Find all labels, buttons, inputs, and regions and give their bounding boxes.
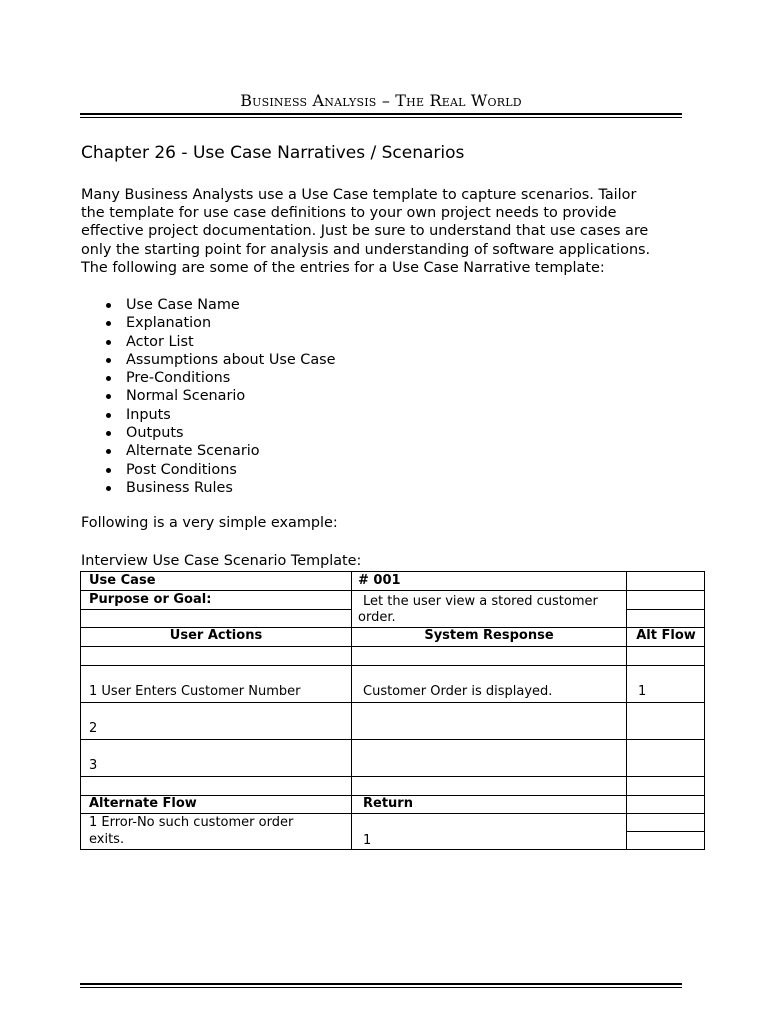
intro-line: only the starting point for analysis and understanding of software applications. [81,241,651,258]
alt-flow-header: Alt Flow [636,628,696,643]
list-item-label: Outputs [126,425,184,442]
running-header: Business Analysis – The Real World [240,91,522,110]
list-item-label: Actor List [126,333,194,350]
template-entries-list [81,296,336,497]
footer-rule [80,983,682,988]
bullet-icon [106,486,111,491]
bullet-icon [106,376,111,381]
list-item [81,424,336,442]
alternate-flow-label: Alternate Flow [89,796,197,811]
use-case-id: # 001 [358,573,401,588]
row-divider [81,813,704,814]
list-item-label: Use Case Name [126,297,240,313]
row-divider [81,739,704,740]
bullet-icon [106,468,111,473]
row-divider [81,702,704,703]
bullet-icon [106,358,111,363]
row-divider [81,665,704,666]
list-item-label: Post Conditions [126,461,237,478]
system-response-header: System Response [424,628,554,643]
intro-line: Many Business Analysts use a Use Case template to capture scenarios. Tailor [81,187,637,203]
list-item-label: Alternate Scenario [126,443,260,460]
use-case-table [80,571,705,850]
list-item [81,442,336,460]
row-divider [626,609,704,610]
purpose-value-cont: order. [358,610,396,625]
list-item-label: Business Rules [126,479,233,496]
column-divider [351,572,352,849]
column-divider [626,572,627,849]
return-label: Return [363,796,413,811]
bullet-icon [106,321,111,326]
intro-paragraph [81,186,701,277]
alternate-flow-item: 1 Error-No such customer order [89,815,294,830]
user-actions-header: User Actions [169,628,263,643]
list-item [81,351,336,369]
alt-flow-cell: 1 [638,684,647,699]
user-action-cell: 3 [89,758,98,773]
list-item [81,461,336,479]
bullet-icon [106,413,111,418]
table-caption: Interview Use Case Scenario Template: [81,553,362,569]
list-item-label: Explanation [126,315,212,332]
row-divider [81,776,704,777]
list-item-label: Assumptions about Use Case [126,351,336,368]
intro-line: effective project documentation. Just be sure to understand that use cases are [81,223,649,240]
user-action-cell: 2 [89,721,98,736]
bullet-icon [106,303,111,308]
alternate-flow-item-cont: exits. [89,832,125,847]
bullet-icon [106,449,111,454]
list-item-label: Inputs [126,406,171,423]
purpose-value: Let the user view a stored customer [363,594,598,609]
use-case-label: Use Case [89,573,156,588]
list-item-label: Pre-Conditions [126,370,231,387]
bullet-icon [106,340,111,345]
list-item [81,333,336,351]
row-divider [626,831,704,832]
list-item [81,406,336,424]
chapter-title: Chapter 26 - Use Case Narratives / Scenarios [81,143,465,163]
list-item-label: Normal Scenario [126,388,246,405]
list-item [81,296,336,314]
header-rule [80,113,682,118]
bullet-icon [106,394,111,399]
list-item [81,369,336,387]
bullet-icon [106,431,111,436]
intro-line: The following are some of the entries for a Use Case Narrative template: [81,259,605,276]
list-item [81,479,336,497]
row-divider [81,646,704,647]
row-divider [81,609,351,610]
example-intro: Following is a very simple example: [81,515,338,531]
system-response-cell: Customer Order is displayed. [363,684,553,699]
list-item [81,314,336,332]
return-value: 1 [363,833,372,848]
intro-line: the template for use case definitions to your own project needs to provide [81,205,617,222]
purpose-label: Purpose or Goal: [89,592,212,607]
list-item [81,387,336,405]
row-divider [81,590,704,591]
user-action-cell: 1 User Enters Customer Number [89,684,301,699]
